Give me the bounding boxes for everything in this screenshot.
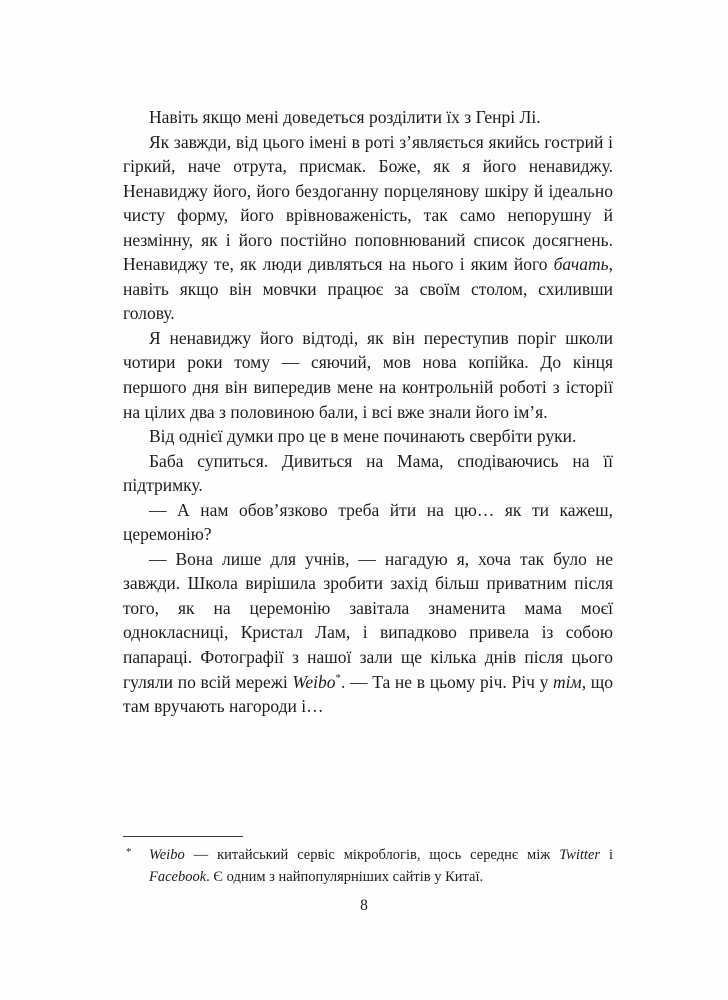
text-run: Від однієї думки про це в мене починають свербіти руки. (149, 426, 577, 447)
paragraph (123, 424, 613, 449)
text-run: Я ненавиджу його відтоді, як він переступив поріг школи чотири роки тому — сяючий, мов нова копійка. До кінця першого дня він випередив мене на контрольній роботі з історії на цілих два з половиною бали, і всі вже знали його ім’я. (123, 327, 613, 422)
paragraph (123, 449, 613, 498)
text-run: Weibo (149, 847, 185, 863)
text-run: і (600, 847, 614, 863)
footnote (123, 845, 613, 888)
text-run: Facebook (149, 868, 207, 885)
text-run: тім (553, 671, 582, 692)
text-run: , що там вручають нагороди і… (123, 671, 613, 717)
text-run: Weibo (292, 671, 336, 692)
page-number: 8 (360, 897, 368, 914)
text-run: бачать (553, 254, 609, 275)
body-text (123, 105, 613, 719)
text-run: Навіть якщо мені доведеться розділити їх з Генрі Лі. (149, 107, 541, 127)
text-run: — А нам обов’язково треба йти на цю… як ти кажеш, церемонію? (123, 499, 613, 545)
text-run: Twitter (559, 847, 601, 863)
paragraph (123, 547, 613, 719)
text-run: . — Та не в цьому річ. Річ у (340, 671, 554, 692)
footnote-divider (123, 836, 243, 837)
text-run: Баба супиться. Дивиться на Мама, сподіваючись на її підтримку. (123, 450, 613, 496)
text-run: , навіть якщо він мовчки працює за своїм столом, схиливши голову. (123, 254, 613, 324)
paragraph (123, 326, 613, 424)
footnote-text (149, 847, 613, 885)
text-run: . Є одним з найпопулярніших сайтів у Китаї. (206, 868, 484, 885)
text-run: Як завжди, від цього імені в роті з’являється якийсь гострий і гіркий, наче отрута, присмак. Боже, як я його ненавиджу. Ненавиджу його, його бездоганну порцелянову шкіру й ідеально чисту форму, його врівноваженість, так само непорушну й незмінну, як і його постійно поповнюваний список досягнень. Ненавиджу те, як люди дивляться на нього і яким його (123, 131, 613, 275)
text-run: — Вона лише для учнів, — нагадую я, хоча так було не завжди. Школа вирішила зробити захід більш приватним після того, як на церемонію завітала знаменита мама моєї однокласниці, Кристал Лам, і випадково привела із собою папараці. Фотографії з нашої зали ще кілька днів після цього гуляли по всій мережі (123, 548, 613, 692)
footnote-marker: * (126, 846, 132, 858)
paragraph (123, 130, 613, 326)
text-run: — китайський сервіс мікроблогів, щось середнє між (184, 847, 560, 863)
paragraph (123, 105, 613, 130)
paragraph (123, 498, 613, 547)
text-run: * (335, 671, 341, 684)
